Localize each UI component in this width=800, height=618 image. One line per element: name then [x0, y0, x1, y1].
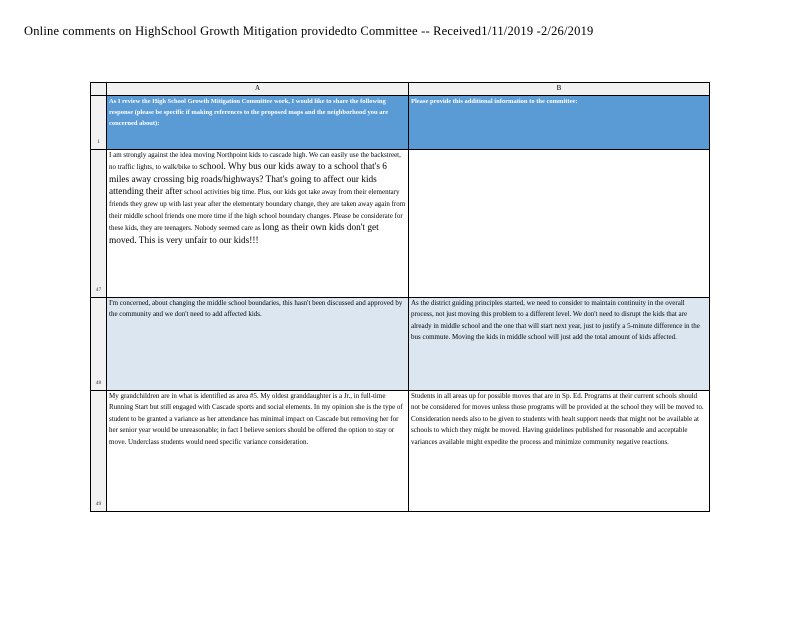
table-row — [91, 297, 710, 390]
row-number[interactable]: 49 — [91, 390, 107, 511]
corner-cell — [91, 83, 107, 96]
comment-cell-a[interactable]: My grandchildren are in what is identified as area #5. My oldest granddaughter is a Jr., in full-time Running Start but still engaged with Cascade sports and social elements. In my opinion she is the type of student to be granted a variance as her attendance has minimal impact on Cascade but removing her for her senior year would be unreasonable; in fact I believe seniors should be offered the option to stay or move. Underclass students would need specific variance consideration. — [107, 390, 409, 511]
row-number[interactable]: 48 — [91, 297, 107, 390]
comment-cell-b[interactable]: Students in all areas up for possible moves that are in Sp. Ed. Programs at their current schools should not be considered for moves unless those programs will be provided at the school they will be moved to. Consideration needs also to be given to students with healt support needs that might not be available at schools to which they might be moved. Having guidelines published for reasonable and acceptable variances available might expedite the process and minimize community negative reactions. — [409, 390, 710, 511]
comment-text: school activities big time. Plus, our kids got take away from their elementary friends they grew up with last year after the elementary boundary change, they are taken away again from their middle school friends one more time if the high school boundary changes. Please be considerate for these kids, they are teenagers. Nobody seemed care as — [109, 188, 406, 233]
column-header-b[interactable]: B — [409, 83, 710, 96]
comment-cell-a[interactable] — [107, 149, 409, 297]
row-number[interactable]: 1 — [91, 95, 107, 149]
table-row — [91, 149, 710, 297]
column-header-row — [91, 83, 710, 96]
table-row — [91, 95, 710, 149]
header-cell-a[interactable]: As I review the High School Growth Mitigation Committee work, I would like to share the following response (please be specific if making references to the proposed maps and the neighborhood you are concerned about): — [107, 95, 409, 149]
column-header-a[interactable]: A — [107, 83, 409, 96]
comment-text: I am strongly against the idea moving Northpoint kids to cascade high. We can easily use the backstreet, no traffic lights, to walk/bike to — [109, 150, 401, 172]
comment-text: school. Why bus our kids away to a school that's 6 miles away crossing big roads/highways? That's going to affect our kids attending their after — [109, 162, 387, 198]
page-title: Online comments on HighSchool Growth Mitigation providedto Committee -- Received1/11/2019 -2/26/2019 — [24, 24, 594, 38]
row-number[interactable]: 47 — [91, 149, 107, 297]
comment-cell-a[interactable]: I'm concerned, about changing the middle school boundaries, this hasn't been discussed and approved by the community and we don't need to add affected kids. — [107, 297, 409, 390]
comment-cell-b[interactable] — [409, 149, 710, 297]
spreadsheet-table — [90, 82, 710, 512]
table-row — [91, 390, 710, 511]
comment-cell-b[interactable]: As the district guiding principles started, we need to consider to maintain continuity in the overall process, not just moving this problem to a different level. We don't need to disrupt the kids that are already in middle school and the one that will start next year, just to justify a 5-minute difference in the bus commute. Moving the kids in middle school will just add the total amount of kids affected. — [409, 297, 710, 390]
header-cell-b[interactable]: Please provide this additional information to the committee: — [409, 95, 710, 149]
comment-text: long as their own kids don't get moved. This is very unfair to our kids!!! — [109, 223, 379, 246]
